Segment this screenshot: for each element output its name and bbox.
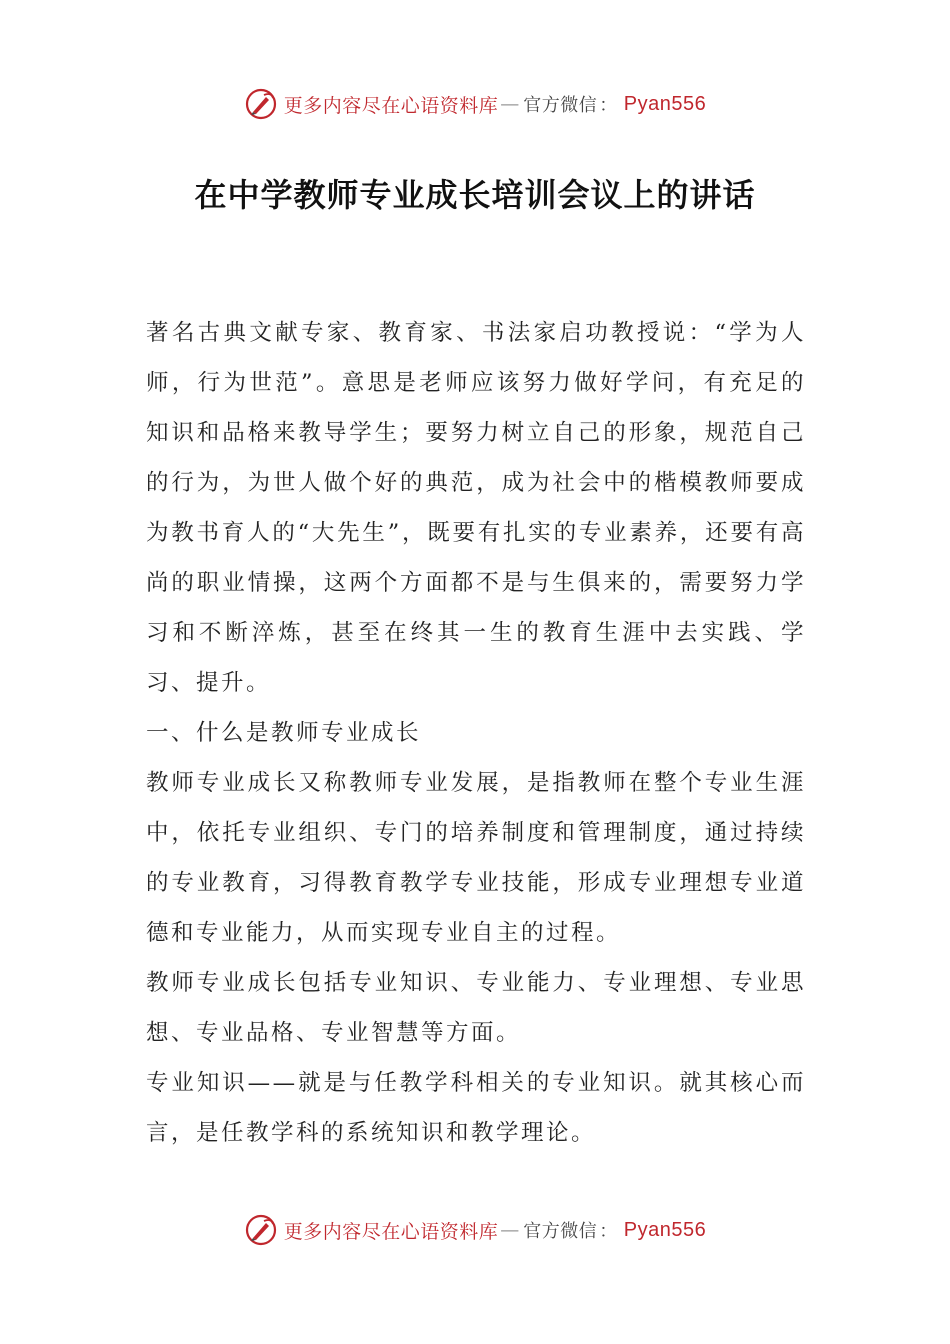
paragraph-definition: 教师专业成长又称教师专业发展，是指教师在整个专业生涯中，依托专业组织、专门的培养制度和管理制度，通过持续的专业教育，习得教育教学专业技能，形成专业理想专业道德和专业能力，从而实现专业自主的过程。 — [146, 770, 806, 946]
watermark-dash: — — [500, 1219, 518, 1241]
watermark-text: 更多内容尽在心语资料库 — [283, 94, 499, 117]
watermark-official-label: 官方微信 — [523, 1221, 598, 1242]
watermark-wechat-id: Pyan556 — [623, 1218, 707, 1241]
watermark-dash: — — [500, 93, 518, 115]
pen-logo-icon — [244, 87, 278, 121]
watermark-text: 更多内容尽在心语资料库 — [283, 1220, 499, 1243]
watermark-colon: ： — [599, 95, 618, 116]
watermark-colon: ： — [599, 1221, 618, 1242]
pen-logo-icon — [244, 1213, 278, 1247]
watermark-wechat-id: Pyan556 — [623, 92, 707, 115]
document-title: 在中学教师专业成长培训会议上的讲话 — [194, 176, 756, 214]
watermark-official-label: 官方微信 — [523, 95, 598, 116]
header-watermark — [0, 84, 950, 124]
footer-watermark — [0, 1210, 950, 1250]
paragraph-knowledge: 专业知识——就是与任教学科相关的专业知识。就其核心而言，是任教学科的系统知识和教学理论。 — [146, 1070, 806, 1146]
paragraph-intro: 著名古典文献专家、教育家、书法家启功教授说：“学为人师，行为世范”。意思是老师应该努力做好学问，有充足的知识和品格来教导学生；要努力树立自己的形象，规范自己的行为，为世人做个好的典范，成为社会中的楷模教师要成为教书育人的“大先生”，既要有扎实的专业素养，还要有高尚的职业情操，这两个方面都不是与生俱来的，需要努力学习和不断淬炼，甚至在终其一生的教育生涯中去实践、学习、提升。 — [146, 320, 806, 696]
section-heading: 一、什么是教师专业成长 — [146, 720, 422, 746]
document-body — [146, 308, 806, 1158]
paragraph-components: 教师专业成长包括专业知识、专业能力、专业理想、专业思想、专业品格、专业智慧等方面。 — [146, 970, 806, 1046]
